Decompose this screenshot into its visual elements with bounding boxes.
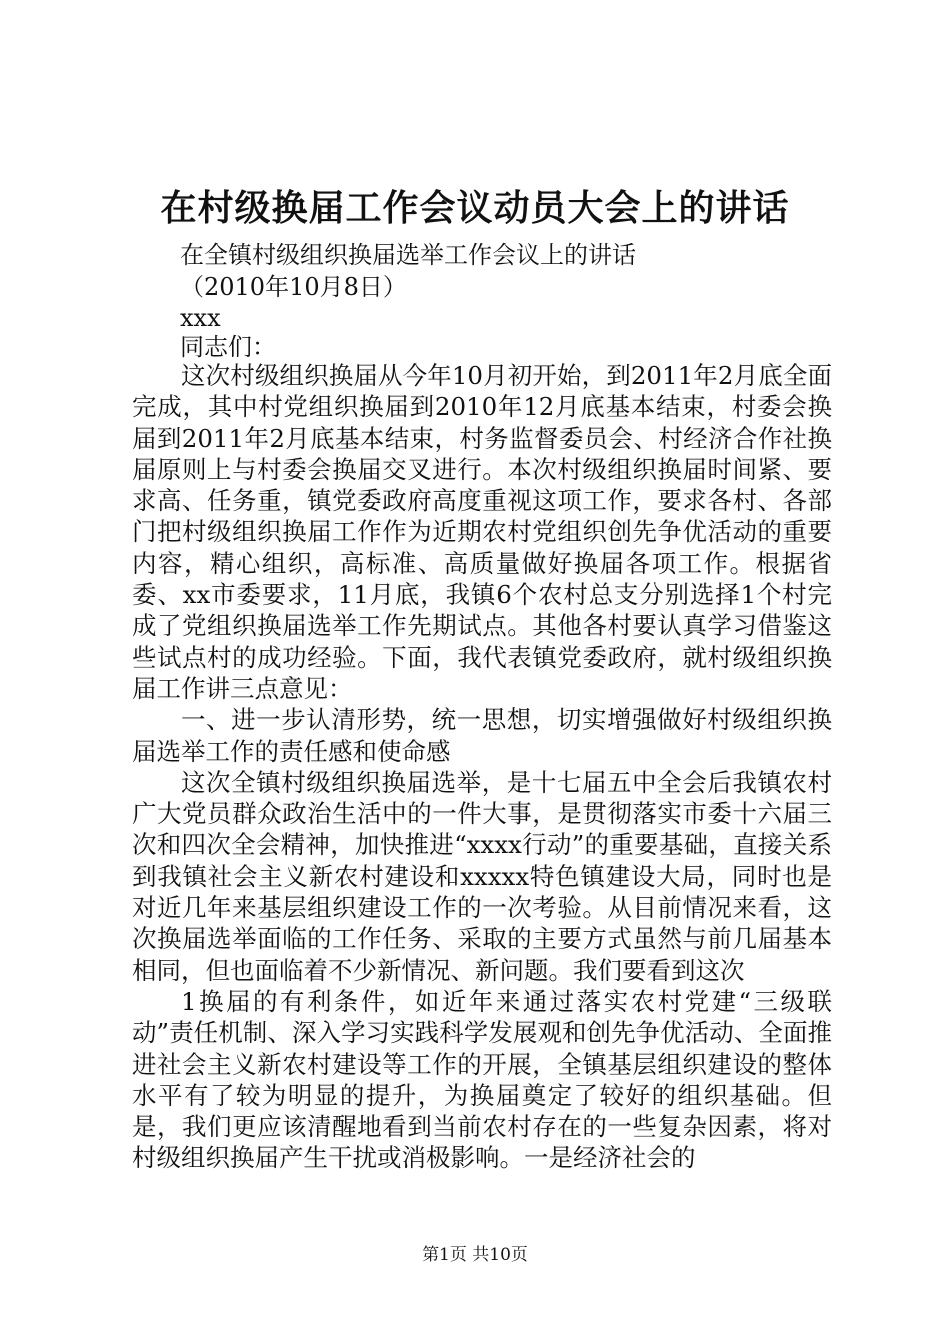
document-date: （2010年10月8日） <box>180 273 407 301</box>
salutation: 同志们： <box>180 333 276 361</box>
paragraph-conditions: 1换届的有利条件，如近年来通过落实农村党建“三级联动”责任机制、深入学习实践科学发展观和创先争优活动、全面推进社会主义新农村建设等工作的开展，全镇基层组织建设的整体水平有了较为明显的提升，为换届奠定了较好的组织基础。但是，我们更应该清醒地看到当前农村存在的一些复杂因素，将对村级组织换届产生干扰或消极影响。一是经济社会的 <box>132 986 832 1173</box>
document-subtitle: 在全镇村级组织换届选举工作会议上的讲话 <box>180 241 636 269</box>
section-heading-1: 一、进一步认清形势，统一思想，切实增强做好村级组织换届选举工作的责任感和使命感 <box>132 705 832 766</box>
paragraph-situation: 这次全镇村级组织换届选举，是十七届五中全会后我镇农村广大党员群众政治生活中的一件大事，是贯彻落实市委十六届三次和四次全会精神，加快推进“xxxx行动”的重要基础，直接关系到我镇社会主义新农村建设和xxxxx特色镇建设大局，同时也是对近几年来基层组织建设工作的一次考验。从目前情况来看，这次换届选举面临的工作任务、采取的主要方式虽然与前几届基本相同，但也面临着不少新情况、新问题。我们要看到这次 <box>132 767 832 985</box>
page-number-footer: 第1页 共10页 <box>422 1245 528 1265</box>
document-title: 在村级换届工作会议动员大会上的讲话 <box>160 187 790 229</box>
paragraph-intro: 这次村级组织换届从今年10月初开始，到2011年2月底全面完成，其中村党组织换届到2010年12月底基本结束，村委会换届到2011年2月底基本结束，村务监督委员会、村经济合作社换届原则上与村委会换届交叉进行。本次村级组织换届时间紧、要求高、任务重，镇党委政府高度重视这项工作，要求各村、各部门把村级组织换届工作作为近期农村党组织创先争优活动的重要内容，精心组织，高标准、高质量做好换届各项工作。根据省委、xx市委要求，11月底，我镇6个农村总支分别选择1个村完成了党组织换届选举工作先期试点。其他各村要认真学习借鉴这些试点村的成功经验。下面，我代表镇党委政府，就村级组织换届工作讲三点意见： <box>132 361 832 703</box>
document-body <box>132 360 832 1174</box>
document-author: xxx <box>180 304 221 332</box>
